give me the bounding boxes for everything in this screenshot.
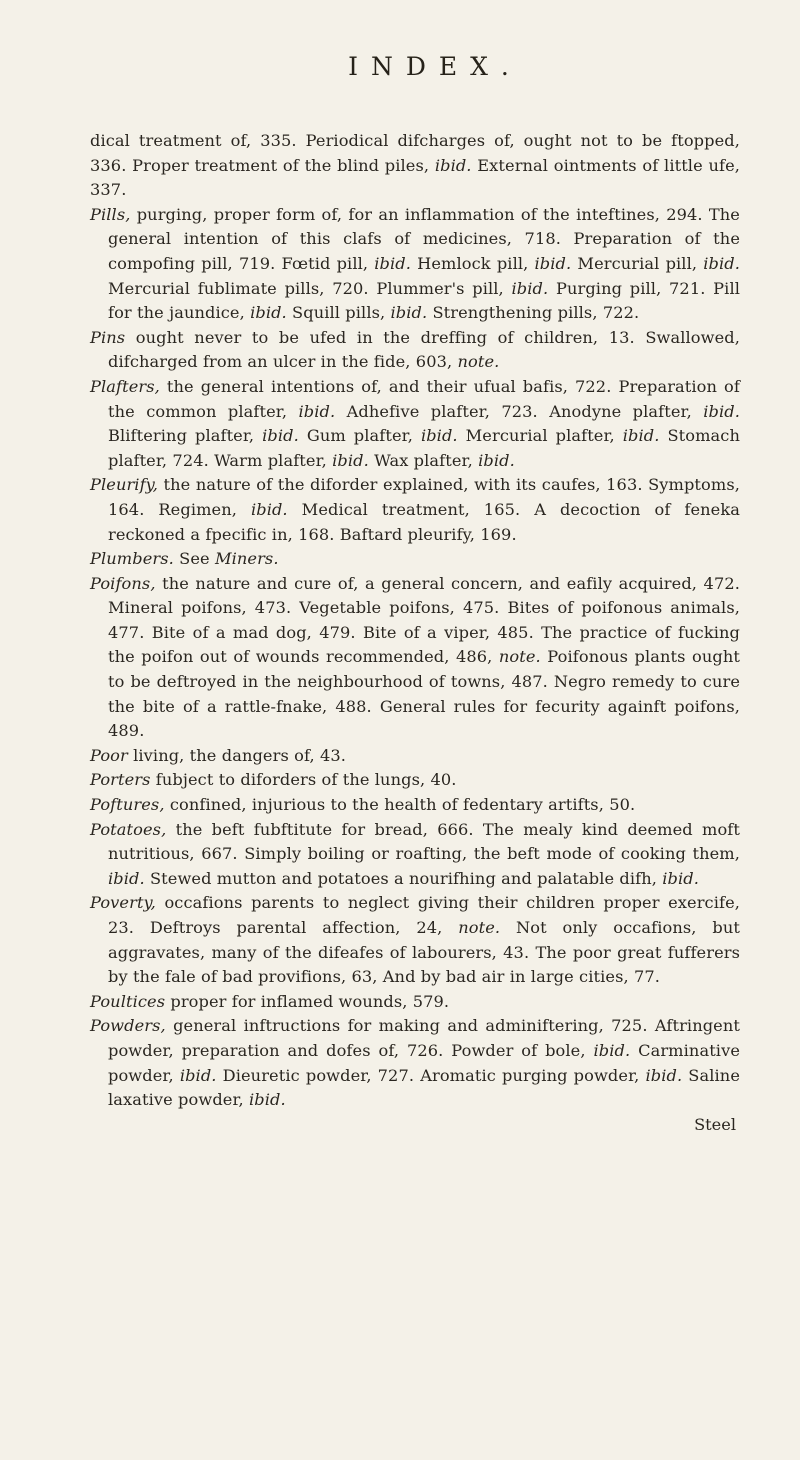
entry-headword: Plafters,	[90, 376, 160, 396]
italic-reference: note.	[498, 647, 541, 667]
entry-text: Purging pill, 721. Pill for the jaundice,	[108, 278, 741, 323]
entry-headword: Poultices	[90, 991, 166, 1011]
entry-text: Mercurial fublimate pills, 720. Plummer's pill,	[108, 278, 512, 298]
index-entry-postures	[90, 793, 740, 818]
italic-reference: ibid.	[662, 868, 699, 888]
index-entry-poisons	[90, 572, 740, 744]
entry-headword: Poftures,	[90, 795, 165, 815]
entry-headword: Potatoes,	[90, 819, 167, 839]
entry-text: dical treatment of, 335. Periodical difcharges of, ought not to be ftopped, 336. Proper treatment of the blind piles,	[90, 131, 740, 175]
entry-text: Strengthening pills, 722.	[427, 303, 640, 323]
entry-text: Bliftering plafter,	[108, 426, 263, 446]
entry-headword: Pins	[90, 327, 126, 347]
index-entry-potatoes	[90, 818, 740, 892]
entry-text: Saline laxative powder,	[108, 1065, 740, 1110]
entry-text: Stewed mutton and potatoes a nourifhing and palatable difh,	[144, 868, 663, 888]
entry-text: Wax plafter,	[368, 450, 479, 470]
entry-text: ought never to be ufed in the dreffing of children, 13. Swallowed, difcharged from an ulcer in the fide, 603,	[108, 327, 740, 372]
italic-reference: ibid.	[593, 1040, 631, 1060]
index-entry-poverty	[90, 891, 740, 989]
italic-reference: ibid.	[390, 303, 428, 323]
entry-text: the beft fubftitute for bread, 666. The mealy kind deemed moft nutritious, 667. Simply boiling or roafting, the beft mode of cooking them,	[108, 819, 740, 864]
entry-text: occafions parents to neglect giving their children proper exercife, 23. Deftroys parental affection, 24,	[108, 893, 740, 937]
entry-text: general inftructions for making and adminiftering, 725. Aftringent powder, preparation and dofes of, 726. Powder of bole,	[108, 1016, 740, 1060]
italic-reference: ibid.	[249, 1090, 286, 1110]
italic-reference: ibid.	[298, 401, 336, 421]
entry-text: confined, injurious to the health of fedentary artifts, 50.	[164, 795, 636, 815]
italic-reference: ibid.	[262, 426, 299, 446]
entry-text: Medical treatment, 165. A decoction of feneka reckoned a fpecific in, 168. Baftard pleurify, 169.	[108, 499, 740, 544]
entry-text: Carminative powder,	[108, 1040, 740, 1085]
index-entry-plasters	[90, 375, 740, 473]
italic-reference: ibid.	[108, 868, 145, 888]
entry-text: Poifonous plants ought to be deftroyed in the neighbourhood of towns, 487. Negro remedy to cure the bite of a rattle-fnake, 488. General rules for fecurity againft poifons, 489.	[108, 647, 740, 741]
entry-text: Not only occafions, but aggravates, many of the difeafes of labourers, 43. The poor great fufferers by the fale of bad provifions, 63, And by bad air in large cities, 77.	[108, 918, 740, 987]
entry-text: the general intentions of, and their ufual bafis, 722. Preparation of the common plafter,	[108, 376, 740, 421]
italic-reference: ibid.	[420, 426, 458, 446]
italic-reference: note.	[457, 352, 500, 372]
entry-headword: Porters	[90, 770, 151, 790]
entry-text: External ointments of little ufe, 337.	[90, 155, 740, 200]
entry-text: the nature and cure of, a general concern, and eafily acquired, 472. Mineral poifons, 473. Vegetable poifons, 475. Bites of poifonous animals, 477. Bite of a mad dog, 479. Bite of a viper, 485. The practice of fucking the poifon out of wounds recommended, 486,	[108, 573, 740, 667]
italic-reference: ibid.	[703, 401, 740, 421]
entry-text: purging, proper form of, for an inflammation of the inteftines, 294. The general intention of this clafs of medicines, 718. Preparation of the compofing pill, 719. Fœtid pill,	[108, 204, 740, 273]
entry-text: Mercurial pill,	[571, 253, 704, 273]
italic-reference: ibid.	[478, 450, 515, 470]
italic-reference: note.	[458, 918, 501, 937]
index-entry-pins	[90, 326, 740, 375]
entry-headword: Poverty,	[90, 893, 156, 913]
entry-text: Hemlock pill,	[411, 253, 535, 273]
entry-text: fubject to diforders of the lungs, 40.	[150, 770, 457, 790]
index-entry-pleurisy	[90, 473, 740, 547]
index-entry-porters	[90, 768, 740, 793]
italic-reference: ibid.	[250, 303, 287, 323]
entry-headword: Plumbers.	[90, 549, 174, 569]
entry-headword: Powders,	[90, 1016, 166, 1036]
italic-reference: ibid.	[374, 253, 411, 273]
entry-text: Squill pills,	[286, 303, 391, 323]
entry-text: Adhefive plafter, 723. Anodyne plafter,	[335, 401, 704, 421]
entry-text: See	[173, 549, 215, 569]
index-entry-cont	[90, 129, 740, 203]
italic-reference: ibid.	[434, 155, 472, 175]
running-head: INDEX.	[348, 52, 522, 81]
entry-headword: Poifons,	[90, 573, 156, 593]
italic-reference: ibid.	[511, 278, 549, 298]
index-entry-poor	[90, 744, 740, 769]
italic-reference: ibid.	[179, 1065, 217, 1085]
italic-reference: ibid.	[622, 426, 660, 446]
entry-headword: Poor	[90, 745, 128, 765]
italic-reference: ibid.	[332, 450, 369, 470]
index-entry-plumbers	[90, 547, 740, 572]
catchword: Steel	[694, 1114, 736, 1134]
entry-text: the nature of the diforder explained, with its caufes, 163. Symptoms, 164. Regimen,	[108, 475, 740, 519]
index-entry-pills	[90, 203, 740, 326]
entry-text: Mercurial plafter,	[457, 426, 623, 446]
index-entries	[90, 129, 740, 1113]
entry-headword: Pills,	[90, 204, 131, 224]
entry-text: proper for inflamed wounds, 579.	[165, 991, 450, 1011]
index-entry-poultices	[90, 990, 740, 1015]
italic-reference: ibid.	[250, 499, 288, 519]
italic-reference: ibid.	[645, 1065, 683, 1085]
italic-reference: ibid.	[703, 253, 740, 273]
entry-text: Stomach plafter, 724. Warm plafter,	[108, 426, 740, 470]
entry-text: Gum plafter,	[298, 426, 421, 446]
entry-text: living, the dangers of, 43.	[127, 745, 346, 765]
entry-text: Dieuretic powder, 727. Aromatic purging powder,	[216, 1065, 646, 1085]
index-entry-powders	[90, 1014, 740, 1112]
italic-reference: ibid.	[534, 253, 572, 273]
italic-reference: Miners.	[214, 549, 279, 569]
entry-headword: Pleurify,	[90, 475, 159, 495]
